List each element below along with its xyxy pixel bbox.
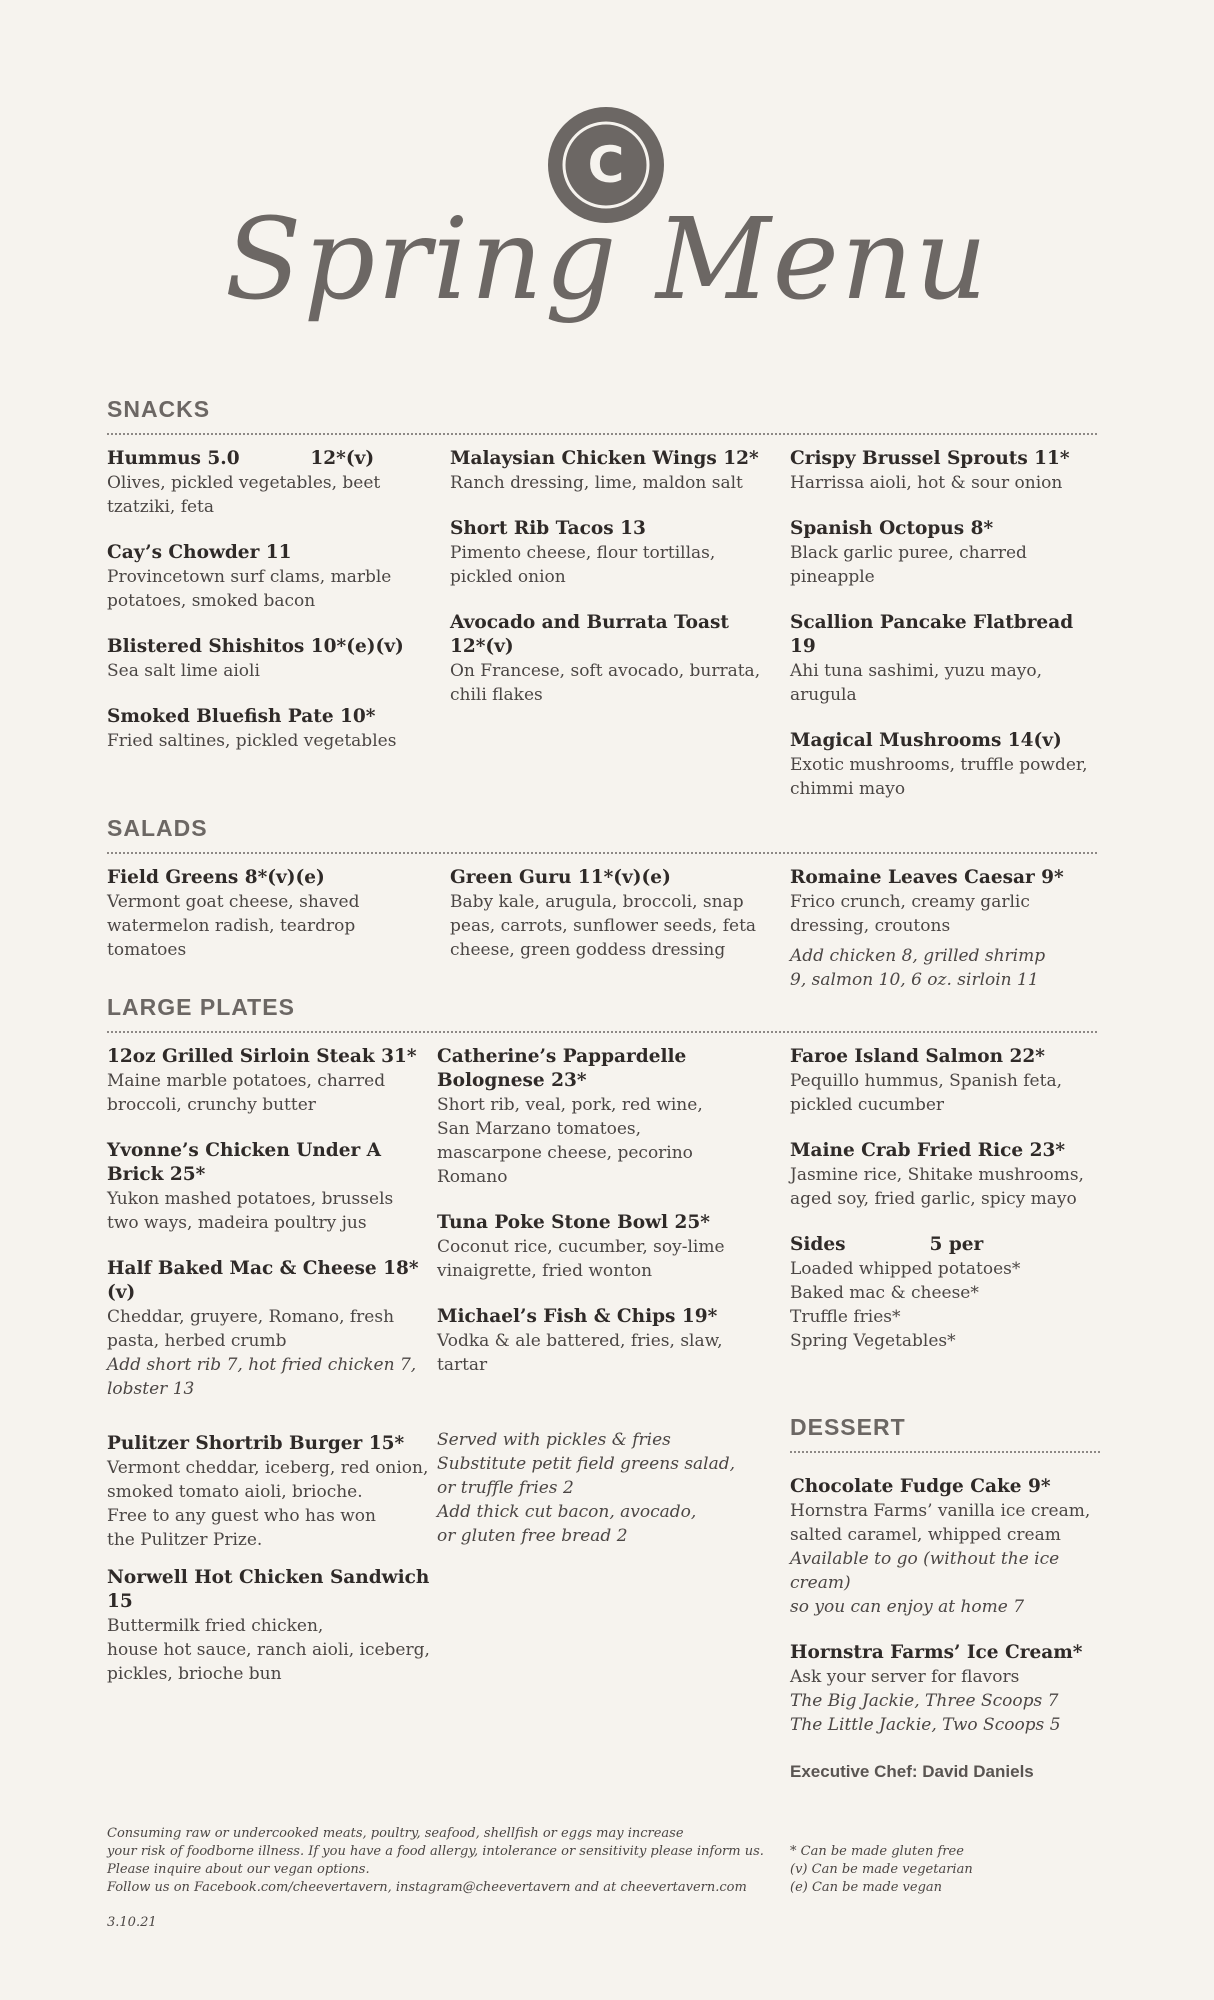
snacks-column-1 bbox=[107, 447, 422, 753]
large-plates-column-3 bbox=[790, 1045, 1110, 1353]
side-item: Loaded whipped potatoes* bbox=[790, 1259, 1021, 1279]
snacks-column-2 bbox=[450, 447, 765, 707]
menu-item: Field Greens 8*(v)(e) Vermont goat cheese, shaved watermelon radish, teardrop tomatoes bbox=[107, 867, 360, 960]
menu-item: Green Guru 11*(v)(e) Baby kale, arugula, broccoli, snap peas, carrots, sunflower seeds, feta cheese, green goddess dressing bbox=[450, 867, 757, 960]
menu-item: Magical Mushrooms 14(v) Exotic mushrooms, truffle powder, chimmi mayo bbox=[790, 730, 1088, 799]
menu-item: Norwell Hot Chicken Sandwich 15 Buttermilk fried chicken, house hot sauce, ranch aioli, iceberg, pickles, brioche bun bbox=[107, 1567, 430, 1684]
logo-letter: C bbox=[587, 136, 625, 194]
menu-item: Romaine Leaves Caesar 9* Frico crunch, creamy garlic dressing, croutons Add chicken 8, grilled shrimp 9, salmon 10, 6 oz. sirloin 11 bbox=[790, 867, 1064, 990]
snacks-divider bbox=[107, 433, 1097, 435]
menu-item: Tuna Poke Stone Bowl 25* Coconut rice, cucumber, soy-lime vinaigrette, fried wonton bbox=[437, 1212, 725, 1281]
large-plates-heading: LARGE PLATES bbox=[107, 994, 295, 1020]
dessert-divider bbox=[790, 1451, 1100, 1453]
large-plates-divider bbox=[107, 1031, 1097, 1033]
menu-item: Crispy Brussel Sprouts 11* Harrissa aioli, hot & sour onion bbox=[790, 448, 1070, 493]
menu-item: Smoked Bluefish Pate 10* Fried saltines, pickled vegetables bbox=[107, 706, 397, 751]
menu-title: Spring Menu bbox=[224, 195, 990, 325]
menu-item: Spanish Octopus 8* Black garlic puree, charred pineapple bbox=[790, 518, 1027, 587]
menu-date: 3.10.21 bbox=[107, 1915, 157, 1930]
menu-item: Hummus 5.0 12*(v) Olives, pickled vegetables, beet tzatziki, feta bbox=[107, 448, 381, 517]
menu-item: Malaysian Chicken Wings 12* Ranch dressing, lime, maldon salt bbox=[450, 448, 759, 493]
footer-notice: Consuming raw or undercooked meats, poultry, seafood, shellfish or eggs may increase your risk of foodborne illness. If you have a food allergy, intolerance or sensitivity please inform us. Please inquire about our vegan options. Follow us on Facebook.com/cheevertavern, instagram@cheevertavern and at cheevertavern.com bbox=[107, 1826, 764, 1895]
side-item: Baked mac & cheese* bbox=[790, 1283, 979, 1303]
menu-item: 12oz Grilled Sirloin Steak 31* Maine marble potatoes, charred broccoli, crunchy butter bbox=[107, 1046, 417, 1115]
large-plates-column-2 bbox=[437, 1045, 737, 1377]
menu-item: Avocado and Burrata Toast 12*(v) On Francese, soft avocado, burrata, chili flakes bbox=[450, 612, 761, 705]
menu-item: Half Baked Mac & Cheese 18*(v) Cheddar, gruyere, Romano, fresh pasta, herbed crumb Add short rib 7, hot fried chicken 7, lobster 13 bbox=[107, 1257, 422, 1401]
menu-item: Short Rib Tacos 13 Pimento cheese, flour tortillas, pickled onion bbox=[450, 518, 716, 587]
menu-item: Chocolate Fudge Cake 9* Hornstra Farms’ vanilla ice cream, salted caramel, whipped cream Available to go (without the ice cream) so you can enjoy at home 7 bbox=[790, 1476, 1091, 1617]
sides-price: 5 per bbox=[929, 1234, 984, 1255]
dessert-column bbox=[790, 1475, 1120, 1737]
dessert-heading: DESSERT bbox=[790, 1414, 906, 1440]
sides-title: Sides bbox=[790, 1234, 846, 1255]
menu-item: Scallion Pancake Flatbread 19 Ahi tuna sashimi, yuzu mayo, arugula bbox=[790, 612, 1074, 705]
menu-item: Blistered Shishitos 10*(e)(v) Sea salt lime aioli bbox=[107, 636, 404, 681]
menu-item: Hornstra Farms’ Ice Cream* Ask your server for flavors The Big Jackie, Three Scoops 7 The Little Jackie, Two Scoops 5 bbox=[790, 1642, 1083, 1735]
add-ons: Add short rib 7, hot fried chicken 7, lobster 13 bbox=[107, 1355, 417, 1399]
side-item: Spring Vegetables* bbox=[790, 1331, 956, 1351]
add-ons: Add chicken 8, grilled shrimp 9, salmon 10, 6 oz. sirloin 11 bbox=[790, 946, 1046, 990]
executive-chef: Executive Chef: David Daniels bbox=[790, 1762, 1034, 1781]
sides bbox=[790, 1233, 1110, 1353]
menu-item: Cay’s Chowder 11 Provincetown surf clams, marble potatoes, smoked bacon bbox=[107, 542, 392, 611]
dietary-legend: * Can be made gluten free (v) Can be made vegetarian (e) Can be made vegan bbox=[790, 1844, 973, 1895]
salads-heading: SALADS bbox=[107, 815, 208, 841]
menu-item: Faroe Island Salmon 22* Pequillo hummus, Spanish feta, pickled cucumber bbox=[790, 1046, 1062, 1115]
menu-item: Michael’s Fish & Chips 19* Vodka & ale battered, fries, slaw, tartar bbox=[437, 1306, 723, 1375]
snacks-column-3 bbox=[790, 447, 1105, 801]
side-item: Truffle fries* bbox=[790, 1307, 901, 1327]
sandwiches-column bbox=[107, 1432, 447, 1686]
menu-item: Catherine’s Pappardelle Bolognese 23* Short rib, veal, pork, red wine, San Marzano tomatoes, mascarpone cheese, pecorino Romano bbox=[437, 1046, 703, 1187]
salads-divider bbox=[107, 852, 1097, 854]
menu-item: Yvonne’s Chicken Under A Brick 25* Yukon mashed potatoes, brussels two ways, madeira poultry jus bbox=[107, 1140, 394, 1233]
menu-item: Pulitzer Shortrib Burger 15* Vermont cheddar, iceberg, red onion, smoked tomato aioli, brioche. Free to any guest who has won the Pulitzer Prize. bbox=[107, 1433, 429, 1550]
snacks-heading: SNACKS bbox=[107, 396, 211, 422]
sandwich-notes: Served with pickles & fries Substitute petit field greens salad, or truffle fries 2 Add thick cut bacon, avocado, or gluten free bread 2 bbox=[437, 1430, 736, 1546]
large-plates-column-1 bbox=[107, 1045, 422, 1401]
menu-item: Maine Crab Fried Rice 23* Jasmine rice, Shitake mushrooms, aged soy, fried garlic, spicy mayo bbox=[790, 1140, 1084, 1209]
